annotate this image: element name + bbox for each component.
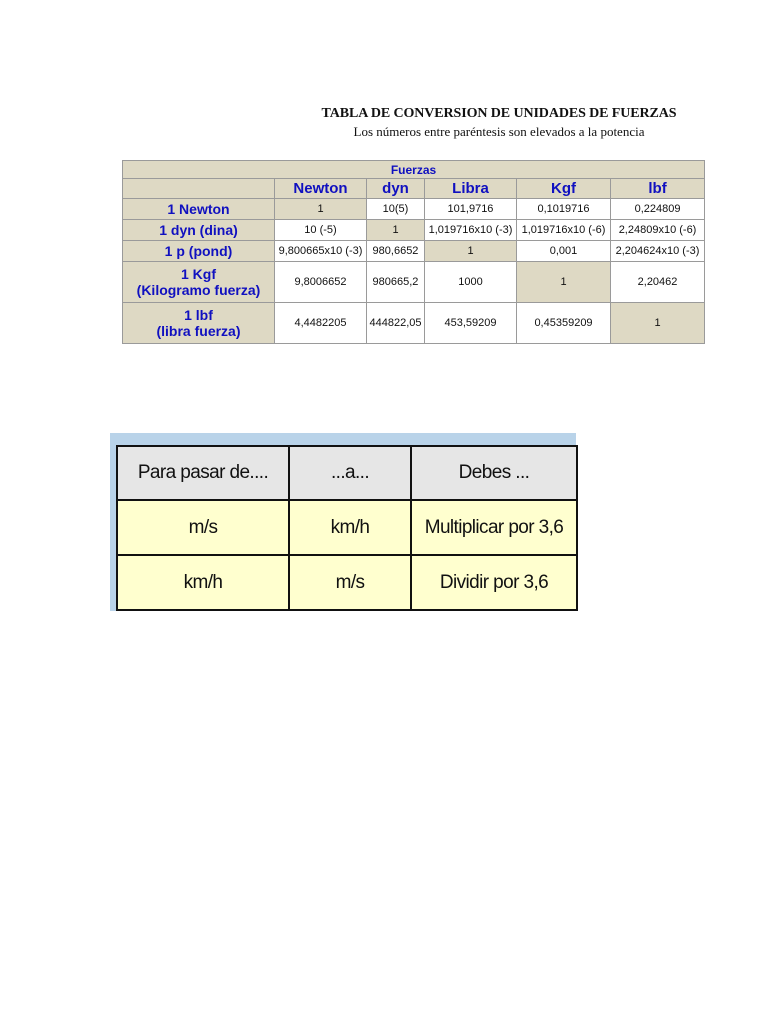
row-header-line: 1 lbf (184, 307, 213, 323)
table-cell: 980,6652 (367, 241, 425, 262)
table-cell: 4,4482205 (275, 303, 367, 344)
table-cell: 2,204624x10 (-3) (611, 241, 705, 262)
table-cell: 10(5) (367, 199, 425, 220)
table-cell: 1 (611, 303, 705, 344)
row-header: 1 dyn (dina) (123, 220, 275, 241)
table-cell: 444822,05 (367, 303, 425, 344)
force-table-subtitle: Los números entre paréntesis son elevados a la potencia (353, 124, 645, 139)
table-cell: Dividir por 3,6 (411, 555, 577, 610)
table-cell: 1,019716x10 (-3) (425, 220, 517, 241)
force-conversion-table (122, 160, 705, 344)
speed-conversion-table (116, 445, 578, 611)
table-cell: 0,1019716 (517, 199, 611, 220)
row-header-line: 1 Kgf (181, 266, 216, 282)
table-cell: 980665,2 (367, 262, 425, 303)
table-cell: 1 (275, 199, 367, 220)
table-cell: 0,45359209 (517, 303, 611, 344)
table-cell: km/h (289, 500, 411, 555)
speed-conversion-figure (110, 433, 576, 611)
column-header-libra: Libra (425, 179, 517, 199)
table-row (123, 303, 705, 344)
table-row (123, 199, 705, 220)
table-cell: 2,24809x10 (-6) (611, 220, 705, 241)
table-cell: 1 (517, 262, 611, 303)
row-header-line: (Kilogramo fuerza) (136, 282, 261, 298)
column-header-from: Para pasar de.... (117, 446, 289, 500)
table-header-row (123, 179, 705, 199)
table-row (117, 555, 577, 610)
table-cell: 9,800665x10 (-3) (275, 241, 367, 262)
table-cell: 10 (-5) (275, 220, 367, 241)
column-header-dyn: dyn (367, 179, 425, 199)
table-cell: m/s (289, 555, 411, 610)
table-row (123, 262, 705, 303)
column-header-action: Debes ... (411, 446, 577, 500)
row-header (123, 262, 275, 303)
table-cell: 0,001 (517, 241, 611, 262)
corner-cell (123, 179, 275, 199)
column-header-newton: Newton (275, 179, 367, 199)
table-cell: 1 (425, 241, 517, 262)
table-cell: m/s (117, 500, 289, 555)
table-row (123, 220, 705, 241)
table-cell: 1 (367, 220, 425, 241)
row-header (123, 303, 275, 344)
table-cell: 1000 (425, 262, 517, 303)
force-conversion-figure (120, 86, 712, 356)
table-row (117, 500, 577, 555)
table-cell: 0,224809 (611, 199, 705, 220)
table-cell: Multiplicar por 3,6 (411, 500, 577, 555)
table-caption: Fuerzas (123, 161, 705, 179)
table-cell: 453,59209 (425, 303, 517, 344)
row-header: 1 p (pond) (123, 241, 275, 262)
table-header-row (117, 446, 577, 500)
table-row (123, 241, 705, 262)
table-cell: 101,9716 (425, 199, 517, 220)
table-cell: km/h (117, 555, 289, 610)
table-cell: 2,20462 (611, 262, 705, 303)
row-header: 1 Newton (123, 199, 275, 220)
row-header-line: (libra fuerza) (156, 323, 241, 339)
table-cell: 1,019716x10 (-6) (517, 220, 611, 241)
column-header-lbf: lbf (611, 179, 705, 199)
column-header-to: ...a... (289, 446, 411, 500)
table-cell: 9,8006652 (275, 262, 367, 303)
column-header-kgf: Kgf (517, 179, 611, 199)
force-table-title: TABLA DE CONVERSION DE UNIDADES DE FUERZAS (321, 106, 677, 121)
